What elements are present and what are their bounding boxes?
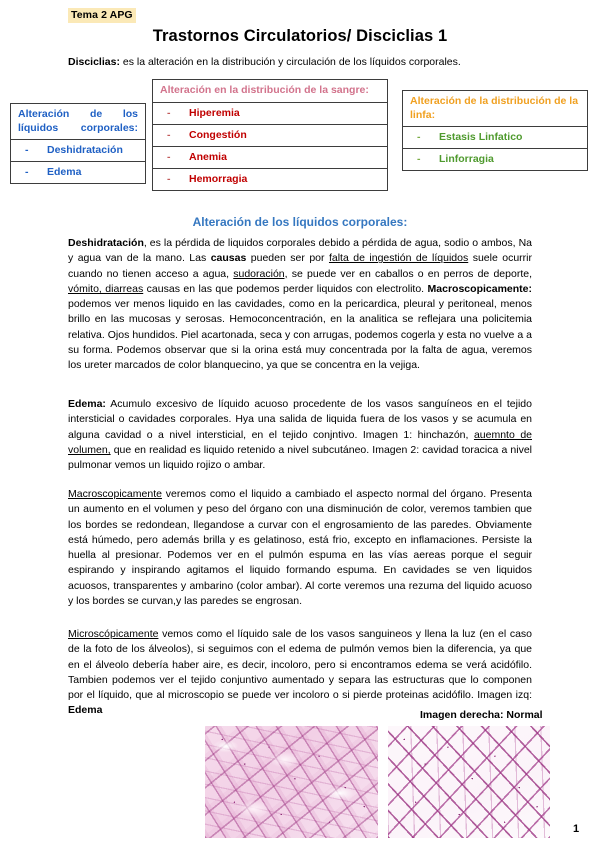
- histology-texture-overlay: [205, 726, 378, 838]
- bullet-dash: -: [25, 166, 29, 178]
- caption-imagen-derecha: Imagen derecha: Normal: [420, 709, 543, 721]
- text-segment: causas en las que podemos perder liquidos con electrolito.: [143, 282, 428, 295]
- text-segment: se puede ver en caballos o en perros de deporte,: [287, 267, 532, 280]
- box-liquidos-item-deshidratacion: [11, 140, 145, 162]
- section-heading-liquidos-corporales: Alteración de los líquidos corporales:: [192, 215, 408, 229]
- box-sangre-item-hemorragia: [153, 169, 387, 190]
- page-number: 1: [573, 823, 580, 835]
- item-label: Deshidratación: [47, 144, 123, 156]
- box-liquidos-item-edema: [11, 162, 145, 183]
- term-microscopicamente: Microscópicamente: [68, 628, 159, 640]
- text-segment: veremos como el liquido a cambiado el aspecto normal del órgano. Presenta un aumento en el volumen y peso del órgano con una disminución de color, veremos tambien que los bordes se redondean, llegandose a curvar con el engrosamiento de las paredes. Obviamente está húmedo, pero además brilla y es gelatinoso, está frio, excepto en inflamaciones. Persiste la huella al presionar. Podemos ver en el pulmón espuma en las vías aereas porque el seguir espirando y inspirando agitamos el liquido formando espuma. En cavidades se ven liquidos acuosos, transparentes y ambarino (color ambar). Al corte veremos una rezuma del liquido acuoso y los bordes se curvan,y las paredes se engrosan.: [68, 488, 532, 608]
- underlined-falta-ingestion: falta de ingestión de líquidos: [328, 252, 469, 265]
- item-label: Congestión: [189, 128, 247, 141]
- box-sangre-heading: Alteración en la distribución de la sangre:: [153, 80, 387, 103]
- text-segment: vemos como el líquido sale de los vasos sanguineos y llena la luz (en el caso de la foto de los álveolos), si seguimos con el edema de pulmón vemos bien la diferencia, ya que en el álveolo debería haber aire, es decir, incoloro, pero si encontramos edema se verá acidófilo. Tambien podemos ver el tejido conjuntivo aumentado y separa las estructuras que lo componen por el líquido, que al microscopio se puede ver incoloro o si pierde proteinas acidófilo. Imagen izq:: [68, 628, 532, 702]
- paragraph-macroscopicamente: [68, 487, 532, 609]
- term-edema-inline: Edema: [68, 704, 103, 717]
- box-linfa-item-estasis-linfatico: [403, 127, 587, 149]
- box-linfa-heading: Alteración de la distribución de la linfa:: [403, 91, 587, 127]
- item-label: Estasis Linfatico: [439, 131, 523, 143]
- bullet-dash: -: [167, 106, 171, 119]
- histology-image-normal: [388, 726, 550, 838]
- text-segment: , es la pérdida de liquidos corporales debido a pérdida de agua, sodio o ambos, Na y agua van de la mano. Las: [68, 237, 532, 265]
- bullet-dash: -: [25, 144, 29, 156]
- box-liquidos-heading: Alteración de los líquidos corporales:: [11, 104, 145, 140]
- text-segment: pueden ser por: [246, 252, 329, 265]
- text-segment: Acumulo excesivo de líquido acuoso procedente de los vasos sanguíneos en el tejido intersticial o cavidades corporales. Hya una salida de liquida fuera de los vasos y se acumula en alguna cavidad o a nivel intersticial, en el tejido conjntivo. Imagen 1: hinchazón,: [68, 398, 532, 441]
- paragraph-edema: [68, 397, 532, 473]
- box-linfa-item-linforragia: [403, 149, 587, 170]
- box-sangre-item-anemia: [153, 147, 387, 169]
- underlined-sudoracion: sudoración,: [233, 267, 288, 280]
- bullet-dash: -: [167, 172, 171, 185]
- underlined-vomito-diarreas: vómito, diarreas: [68, 282, 144, 295]
- box-distribucion-sangre: [152, 79, 388, 191]
- bullet-dash: -: [417, 131, 421, 143]
- intro-text: es la alteración en la distribución y circulación de los líquidos corporales.: [119, 56, 461, 68]
- box-sangre-item-hiperemia: [153, 103, 387, 125]
- term-causas: causas: [210, 252, 247, 265]
- histology-texture-overlay: [388, 726, 550, 838]
- item-label: Hemorragia: [189, 172, 248, 185]
- term-deshidratacion: Deshidratación: [68, 237, 144, 249]
- bullet-dash: -: [417, 153, 421, 165]
- bullet-dash: -: [167, 128, 171, 141]
- paragraph-microscopicamente: [68, 627, 532, 719]
- text-segment: podemos ver menos liquido en las cavidades, como en la pericardica, pleural y peritoneal, menos brillo en las mucosas y serosas. Hemoconcentración, en la analitica se reflejara una policitemia relativa. Ojos hundidos. Piel acartonada, seca y con arrugas, podemos cogerla y esta no vuelve a a su forma. Podemos observar que si la orina está muy concentrada por la falta de agua, veremos los ureter marcados de color blanquecino, ya que se concentra en la vejiga.: [68, 298, 532, 372]
- intro-definition: [68, 56, 538, 69]
- box-sangre-item-congestion: [153, 125, 387, 147]
- item-label: Linforragia: [439, 153, 494, 165]
- underlined-aumento-volumen: auemnto de volumen,: [68, 428, 532, 456]
- text-segment: suele ocurrir cuando no tienen acceso a agua,: [68, 252, 533, 280]
- term-edema: Edema:: [68, 398, 106, 410]
- text-segment: que en realidad es liquido retenido a nivel subcutáneo. Imagen 2: cavidad toracica a nivel pulmonar vemos un liquido rojizo o ambar.: [68, 443, 532, 472]
- intro-term: Disciclias:: [68, 56, 120, 68]
- bullet-dash: -: [167, 150, 171, 163]
- term-macroscopicamente: Macroscopicamente: [68, 488, 162, 500]
- tema-tag: Tema 2 APG: [68, 8, 136, 23]
- item-label: Edema: [47, 166, 82, 178]
- box-distribucion-linfa: [402, 90, 588, 171]
- item-label: Hiperemia: [189, 106, 240, 119]
- item-label: Anemia: [189, 150, 227, 163]
- box-liquidos-corporales: [10, 103, 146, 184]
- term-macroscopicamente: Macroscopicamente:: [427, 282, 532, 295]
- page-title: Trastornos Circulatorios/ Disciclias 1: [152, 27, 448, 45]
- paragraph-deshidratacion: [68, 236, 532, 374]
- histology-image-edema: [205, 726, 378, 838]
